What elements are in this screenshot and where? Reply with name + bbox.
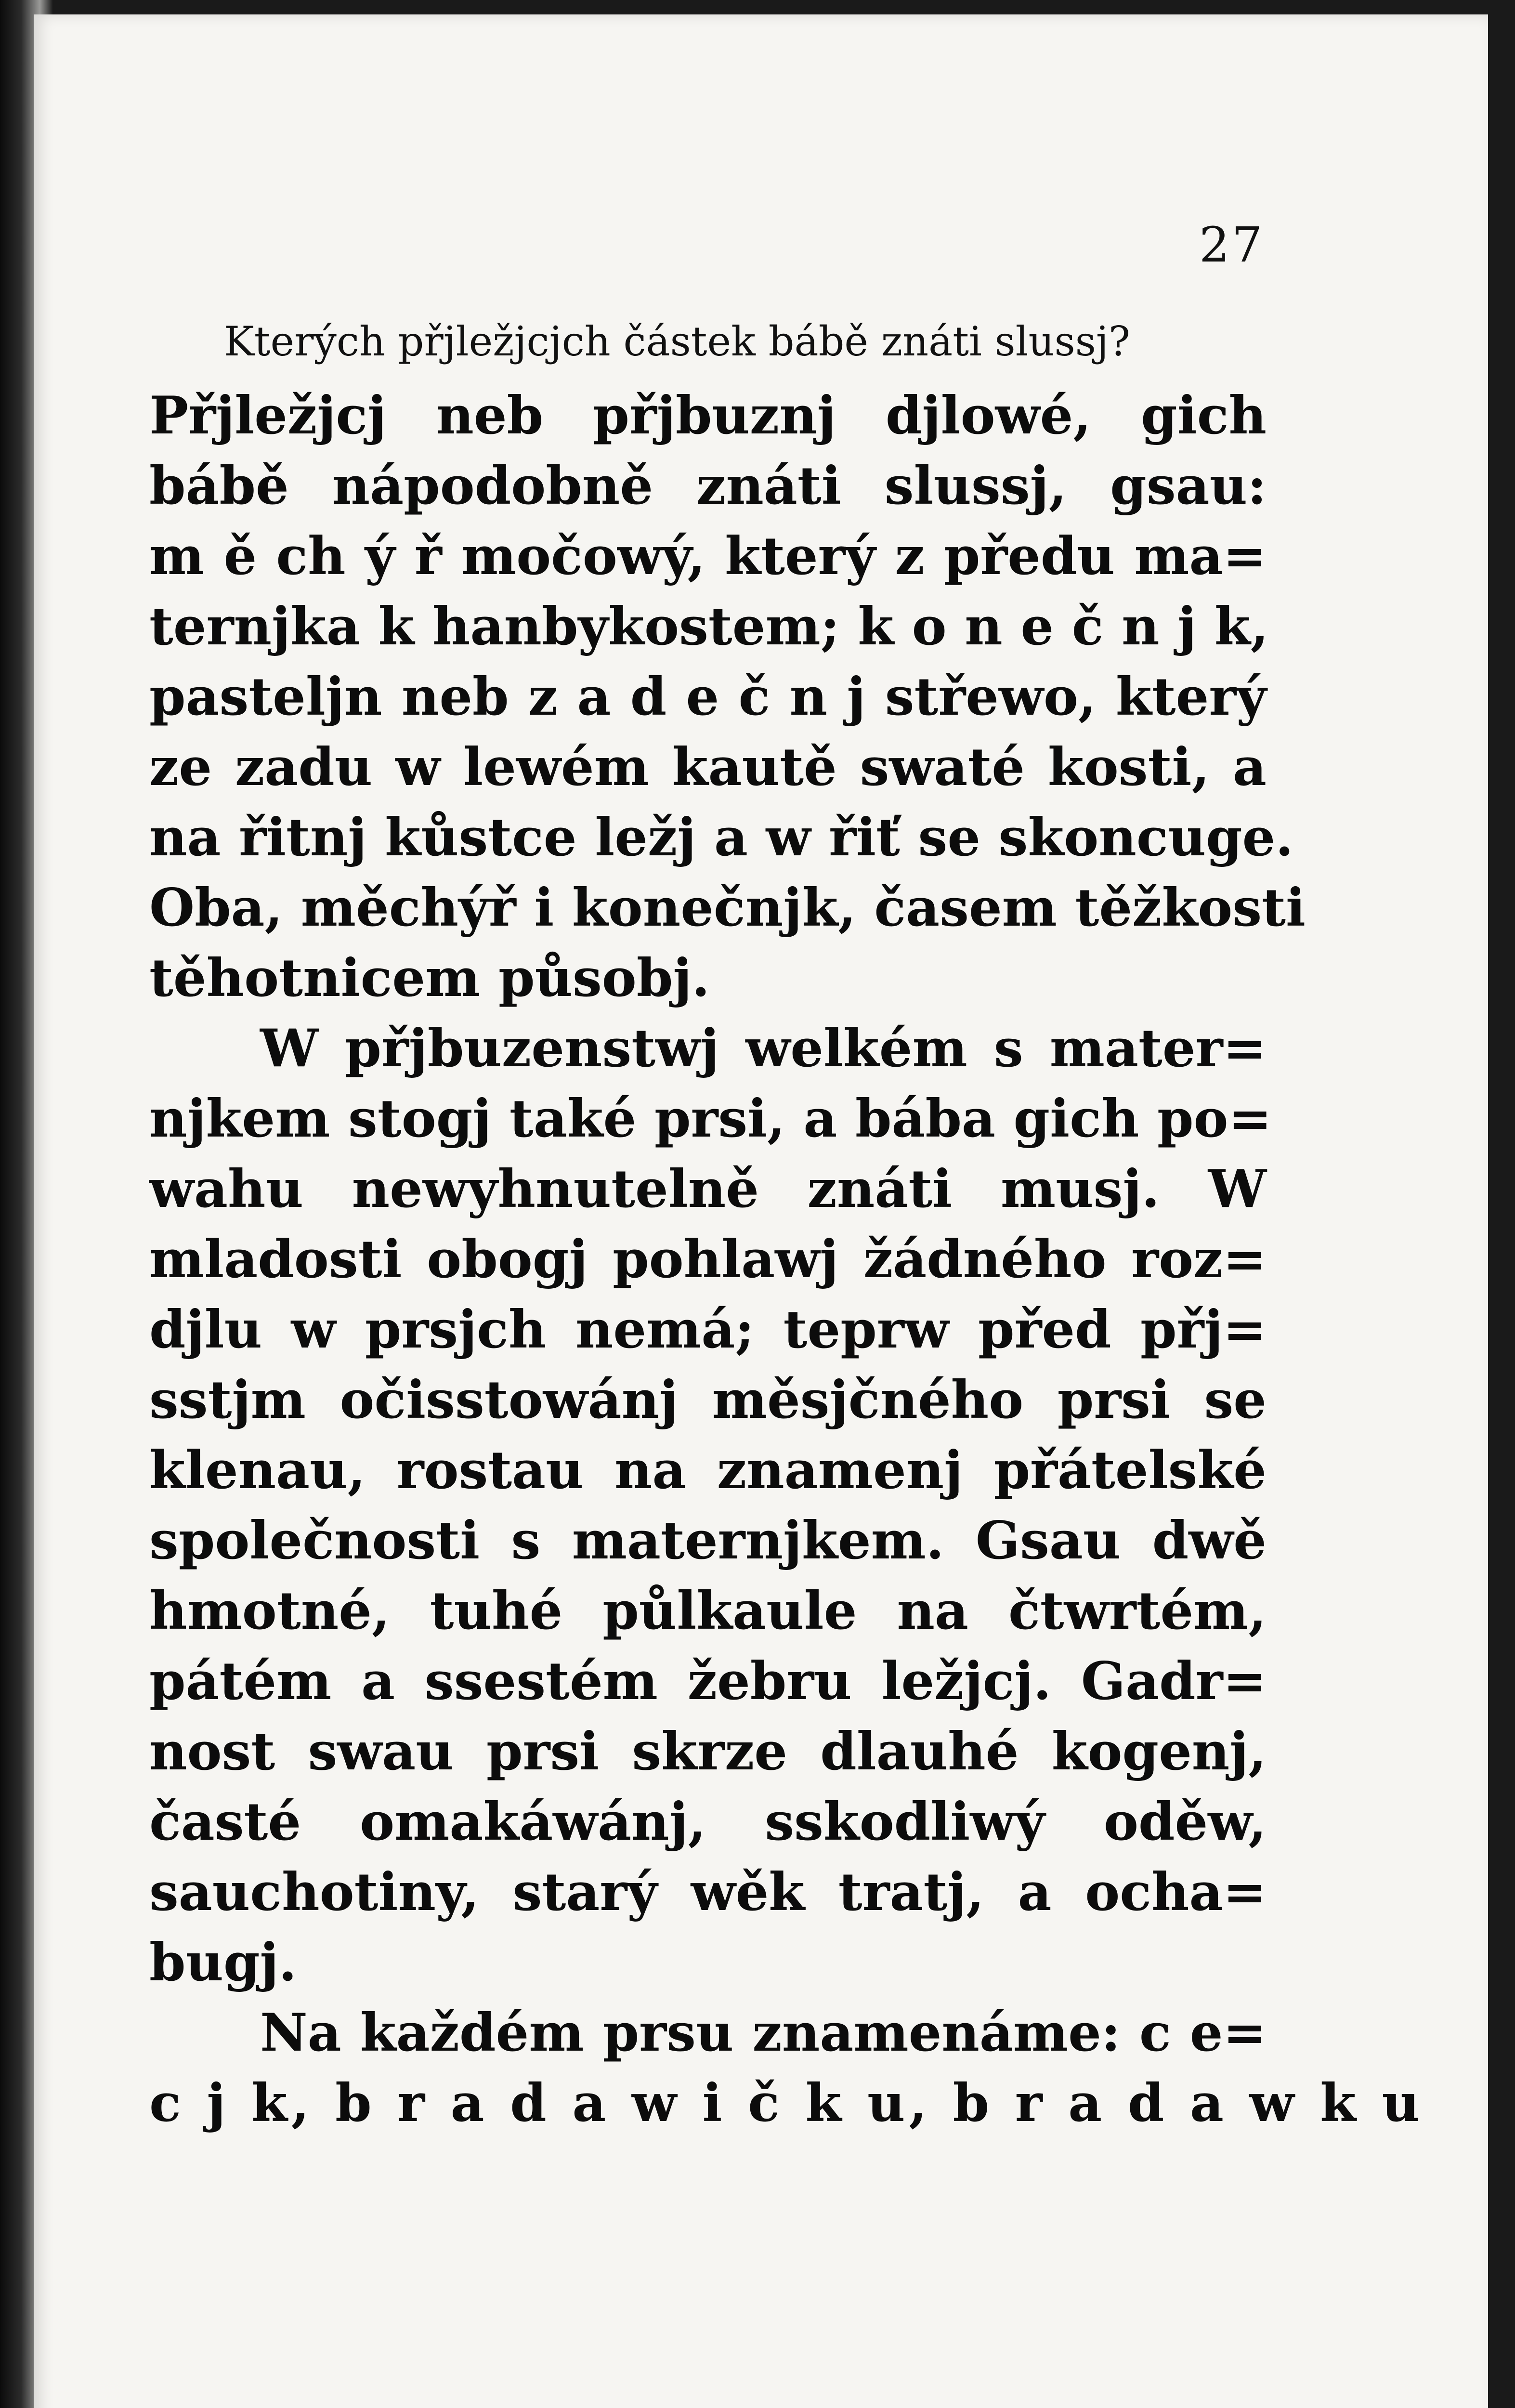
text-line: hmotné, tuhé půlkaule na čtwrtém, [149,1581,1267,1641]
book-page [34,14,1488,2408]
text-line: bábě nápodobně znáti slussj, gsau: [149,456,1267,516]
text-line: pasteljn neb z a d e č n j střewo, který [149,667,1267,727]
text-line: nost swau prsi skrze dlauhé kogenj, [149,1721,1267,1782]
text-line: časté omakáwánj, sskodliwý oděw, [149,1792,1267,1852]
text-line: ternjka k hanbykostem; k o n e č n j k, [149,596,1269,657]
text-line: W přjbuzenstwj welkém s mater= [260,1018,1267,1079]
text-line: sstjm očisstowánj měsjčného prsi se [149,1370,1267,1430]
text-line: Oba, měchýř i konečnjk, časem těžkosti [149,877,1306,938]
text-line: klenau, rostau na znamenj přátelské [149,1440,1267,1501]
text-line: bugj. [149,1932,297,1993]
text-line: djlu w prsjch nemá; teprw před přj= [149,1299,1267,1360]
text-line: wahu newyhnutelně znáti musj. W [149,1159,1267,1219]
section-heading: Kterých přjležjcjch částek bábě znáti slussj? [224,318,1130,365]
text-line: Přjležjcj neb přjbuznj djlowé, gich [149,385,1267,446]
text-line: mladosti obogj pohlawj žádného roz= [149,1229,1267,1290]
text-line: pátém a ssestém žebru ležjcj. Gadr= [149,1651,1267,1712]
page-number: 27 [1199,217,1265,273]
text-line: c j k, b r a d a w i č k u, b r a d a w k u [149,2073,1424,2133]
text-line: m ě ch ý ř močowý, který z předu ma= [149,526,1267,587]
text-line: na řitnj kůstce ležj a w řiť se skoncuge. [149,807,1293,868]
text-line: sauchotiny, starý wěk tratj, a ocha= [149,1862,1267,1923]
text-line: njkem stogj také prsi, a bába gich po= [149,1088,1272,1149]
text-line: společnosti s maternjkem. Gsau dwě [149,1510,1267,1571]
text-line: ze zadu w lewém kautě swaté kosti, a [149,737,1267,798]
text-line: těhotnicem působj. [149,948,710,1008]
text-line: Na každém prsu znamenáme: c e= [260,2002,1267,2063]
body-text [149,380,1424,2138]
